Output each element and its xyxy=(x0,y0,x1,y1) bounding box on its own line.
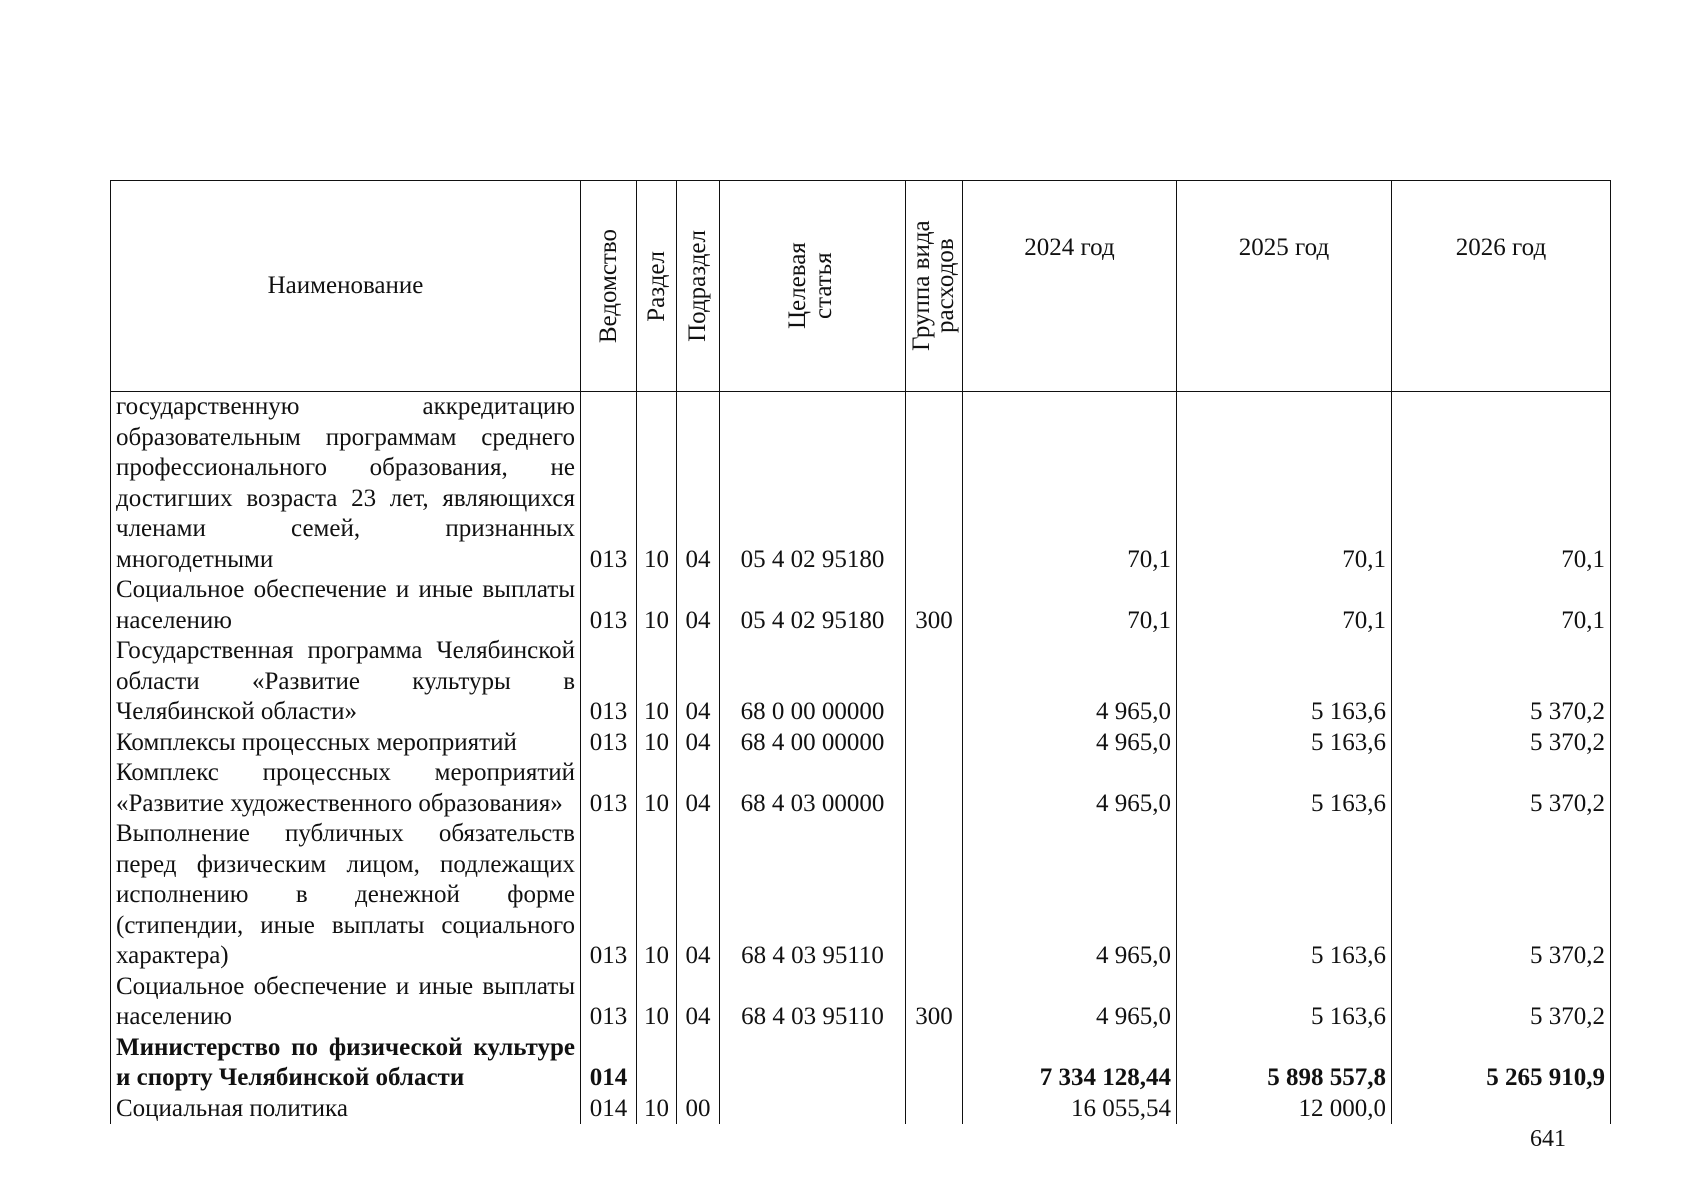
cell-expense-group: 300 xyxy=(906,575,963,636)
cell-2024: 7 334 128,44 xyxy=(963,1033,1177,1094)
cell-2025: 5 163,6 xyxy=(1177,819,1392,972)
cell-2026: 70,1 xyxy=(1392,392,1611,576)
cell-expense-group xyxy=(906,728,963,759)
cell-target-article: 68 4 03 95110 xyxy=(720,819,906,972)
cell-2026: 5 370,2 xyxy=(1392,758,1611,819)
cell-target-article xyxy=(720,1033,906,1094)
page-number: 641 xyxy=(1530,1126,1566,1152)
cell-section: 10 xyxy=(637,392,677,576)
table-row xyxy=(111,972,1611,1033)
cell-target-article: 05 4 02 95180 xyxy=(720,392,906,576)
cell-expense-group xyxy=(906,1033,963,1094)
cell-name: Государственная программа Челябинской области «Развитие культуры в Челябинской области» xyxy=(111,636,581,728)
cell-name: Социальная политика xyxy=(111,1094,581,1125)
cell-name: государственную аккредитацию образовательным программам среднего профессионального образования, не достигших возраста 23 лет, являющихся членами семей, признанных многодетными xyxy=(111,392,581,576)
cell-subsection: 04 xyxy=(677,758,720,819)
cell-department: 014 xyxy=(581,1094,637,1125)
cell-2025: 70,1 xyxy=(1177,575,1392,636)
cell-department: 013 xyxy=(581,972,637,1033)
table-row xyxy=(111,728,1611,759)
cell-name: Выполнение публичных обязательств перед физическим лицом, подлежащих исполнению в денежной форме (стипендии, иные выплаты социального характера) xyxy=(111,819,581,972)
cell-subsection: 04 xyxy=(677,972,720,1033)
header-2024: 2024 год xyxy=(963,181,1177,392)
cell-target-article: 68 0 00 00000 xyxy=(720,636,906,728)
cell-2026: 5 370,2 xyxy=(1392,819,1611,972)
cell-name: Комплексы процессных мероприятий xyxy=(111,728,581,759)
cell-expense-group xyxy=(906,636,963,728)
cell-2026 xyxy=(1392,1094,1611,1125)
table-row xyxy=(111,758,1611,819)
cell-2024: 4 965,0 xyxy=(963,636,1177,728)
cell-department: 013 xyxy=(581,636,637,728)
cell-department: 013 xyxy=(581,758,637,819)
cell-department: 013 xyxy=(581,728,637,759)
cell-section: 10 xyxy=(637,758,677,819)
cell-subsection: 04 xyxy=(677,819,720,972)
table-row xyxy=(111,392,1611,576)
cell-2026: 5 265 910,9 xyxy=(1392,1033,1611,1094)
table-row xyxy=(111,819,1611,972)
cell-expense-group xyxy=(906,1094,963,1125)
cell-2026: 70,1 xyxy=(1392,575,1611,636)
cell-name: Министерство по физической культуре и спорту Челябинской области xyxy=(111,1033,581,1094)
header-name: Наименование xyxy=(111,181,581,392)
cell-section: 10 xyxy=(637,728,677,759)
cell-subsection: 04 xyxy=(677,636,720,728)
cell-2025: 5 163,6 xyxy=(1177,636,1392,728)
header-department: Ведомство xyxy=(581,181,637,392)
cell-2024: 4 965,0 xyxy=(963,972,1177,1033)
cell-section: 10 xyxy=(637,1094,677,1125)
header-expense-group: Группа вида расходов xyxy=(906,181,963,392)
cell-2026: 5 370,2 xyxy=(1392,728,1611,759)
cell-section: 10 xyxy=(637,575,677,636)
cell-expense-group: 300 xyxy=(906,972,963,1033)
cell-subsection xyxy=(677,1033,720,1094)
cell-department: 014 xyxy=(581,1033,637,1094)
cell-2025: 5 163,6 xyxy=(1177,972,1392,1033)
header-target-article: Целевая статья xyxy=(720,181,906,392)
table-row xyxy=(111,636,1611,728)
table-header-row xyxy=(111,181,1611,392)
cell-2024: 4 965,0 xyxy=(963,819,1177,972)
cell-target-article: 05 4 02 95180 xyxy=(720,575,906,636)
cell-2026: 5 370,2 xyxy=(1392,636,1611,728)
header-subsection: Подраздел xyxy=(677,181,720,392)
header-2025: 2025 год xyxy=(1177,181,1392,392)
cell-name: Комплекс процессных мероприятий «Развитие художественного образования» xyxy=(111,758,581,819)
cell-2025: 5 163,6 xyxy=(1177,758,1392,819)
cell-section: 10 xyxy=(637,972,677,1033)
cell-2024: 4 965,0 xyxy=(963,728,1177,759)
header-2026: 2026 год xyxy=(1392,181,1611,392)
cell-2025: 5 163,6 xyxy=(1177,728,1392,759)
cell-subsection: 00 xyxy=(677,1094,720,1125)
cell-subsection: 04 xyxy=(677,728,720,759)
cell-department: 013 xyxy=(581,819,637,972)
cell-target-article xyxy=(720,1094,906,1125)
cell-section: 10 xyxy=(637,819,677,972)
table-body xyxy=(111,392,1611,1125)
cell-target-article: 68 4 00 00000 xyxy=(720,728,906,759)
cell-target-article: 68 4 03 95110 xyxy=(720,972,906,1033)
cell-section xyxy=(637,1033,677,1094)
cell-subsection: 04 xyxy=(677,392,720,576)
table-row xyxy=(111,575,1611,636)
header-section: Раздел xyxy=(637,181,677,392)
cell-expense-group xyxy=(906,392,963,576)
cell-expense-group xyxy=(906,819,963,972)
cell-name: Социальное обеспечение и иные выплаты населению xyxy=(111,972,581,1033)
table-row xyxy=(111,1033,1611,1094)
cell-2024: 4 965,0 xyxy=(963,758,1177,819)
cell-2025: 5 898 557,8 xyxy=(1177,1033,1392,1094)
cell-2024: 70,1 xyxy=(963,575,1177,636)
cell-2025: 70,1 xyxy=(1177,392,1392,576)
cell-section: 10 xyxy=(637,636,677,728)
cell-department: 013 xyxy=(581,575,637,636)
cell-2025: 12 000,0 xyxy=(1177,1094,1392,1125)
cell-2024: 70,1 xyxy=(963,392,1177,576)
cell-department: 013 xyxy=(581,392,637,576)
cell-name: Социальное обеспечение и иные выплаты населению xyxy=(111,575,581,636)
cell-2026: 5 370,2 xyxy=(1392,972,1611,1033)
cell-2024: 16 055,54 xyxy=(963,1094,1177,1125)
cell-subsection: 04 xyxy=(677,575,720,636)
budget-table xyxy=(110,180,1611,1124)
table-row xyxy=(111,1094,1611,1125)
cell-expense-group xyxy=(906,758,963,819)
cell-target-article: 68 4 03 00000 xyxy=(720,758,906,819)
